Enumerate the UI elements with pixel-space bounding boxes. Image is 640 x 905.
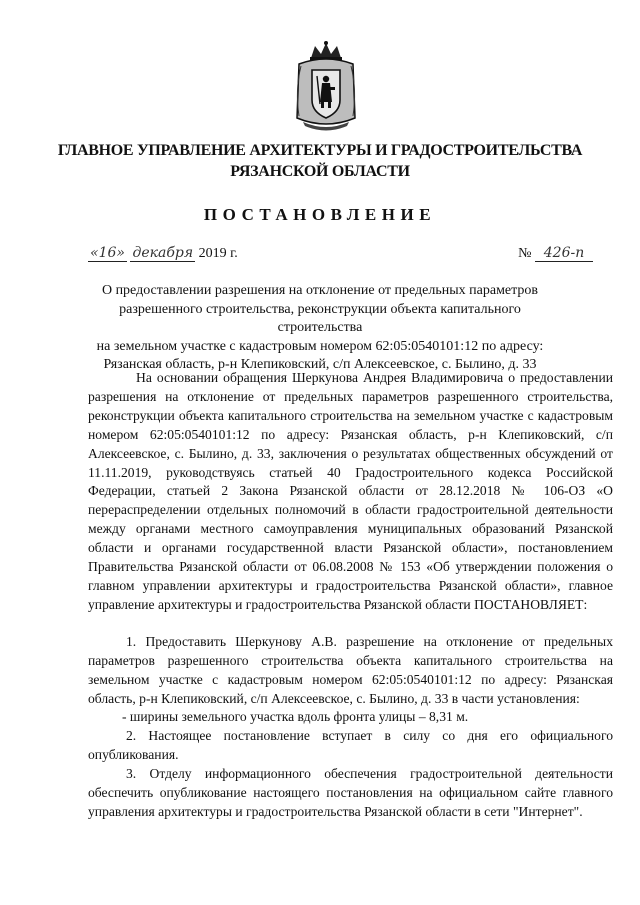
resolution-item-1: 1. Предоставить Шеркунову А.В. разрешение на отклонение от предельных параметров разрешенного строительства объекта капитального строительства на земельном участке с кадастровым номером 62:05:0540101:12 по адресу: Рязанская область, р-н Клепиковский, с/п Алексеевское, с. Былино, д. 33 в части установления:: [88, 633, 613, 706]
date-year: 2019 г.: [198, 246, 238, 261]
document-body: [88, 369, 613, 822]
subject-line: Рязанская область, р-н Клепиковский, с/п Алексеевское, с. Былино, д. 33: [103, 357, 537, 372]
organization-title: [40, 140, 600, 182]
date-number-row: [88, 245, 593, 267]
coat-of-arms-icon: [293, 40, 359, 132]
resolution-item-2: 2. Настоящее постановление вступает в силу со дня его официального опубликования.: [88, 728, 613, 763]
subject-line: О предоставлении разрешения на отклонение от предельных параметров: [101, 283, 539, 298]
date-day: «16»: [90, 245, 125, 261]
paragraph-gap: [88, 615, 613, 633]
date-month: декабря: [132, 245, 194, 261]
subject-line: на земельном участке с кадастровым номером 62:05:0540101:12 по адресу:: [96, 338, 544, 354]
number-label: №: [518, 246, 532, 261]
preamble-paragraph: На основании обращения Шеркунова Андрея Владимировича о предоставлении разрешения на отклонение от предельных параметров разрешенного строительства, реконструкции объекта капитального строительства на земельном участке с кадастровым номером 62:05:0540101:12 по адресу: Рязанская область, р-н Клепиковский, с/п Алексеевское, с. Былино, д. 33, заключения о результатах общественных обсуждений от 11.11.2019, руководствуясь статьей 40 Градостроительного кодекса Российской Федерации, статьей 2 Закона Рязанской области от 28.12.2018 № 106-ОЗ «О перераспределении отдельных полномочий в области градостроительной деятельности между органами местного самоуправления муниципальных образований Рязанской области и органами государственной власти Рязанской области», постановлением Правительства Рязанской области от 06.08.2008 № 153 «Об утверждении положения о главном управлении архитектуры и градостроительства Рязанской области», главное управление архитектуры и градостроительства Рязанской области ПОСТАНОВЛЯЕТ:: [88, 370, 613, 612]
resolution-item-3: 3. Отделу информационного обеспечения градостроительной деятельности обеспечить опубликование настоящего постановления на официальном сайте главного управления архитектуры и градостроительства Рязанской области в сети "Интернет".: [88, 766, 613, 819]
organization-title-line-1: ГЛАВНОЕ УПРАВЛЕНИЕ АРХИТЕКТУРЫ И ГРАДОСТРОИТЕЛЬСТВА: [57, 142, 583, 159]
subject-line: разрешенного строительства, реконструкции объекта капитального строительства: [119, 301, 521, 335]
number-value: 426-п: [535, 245, 593, 262]
resolution-item-1-sub: - ширины земельного участка вдоль фронта улицы – 8,31 м.: [122, 709, 469, 725]
document-number: [518, 245, 593, 262]
organization-title-line-2: РЯЗАНСКОЙ ОБЛАСТИ: [230, 163, 410, 180]
document-date: [88, 245, 238, 262]
document-subject: [80, 282, 560, 375]
document-type-title: ПОСТАНОВЛЕНИЕ: [203, 205, 437, 224]
